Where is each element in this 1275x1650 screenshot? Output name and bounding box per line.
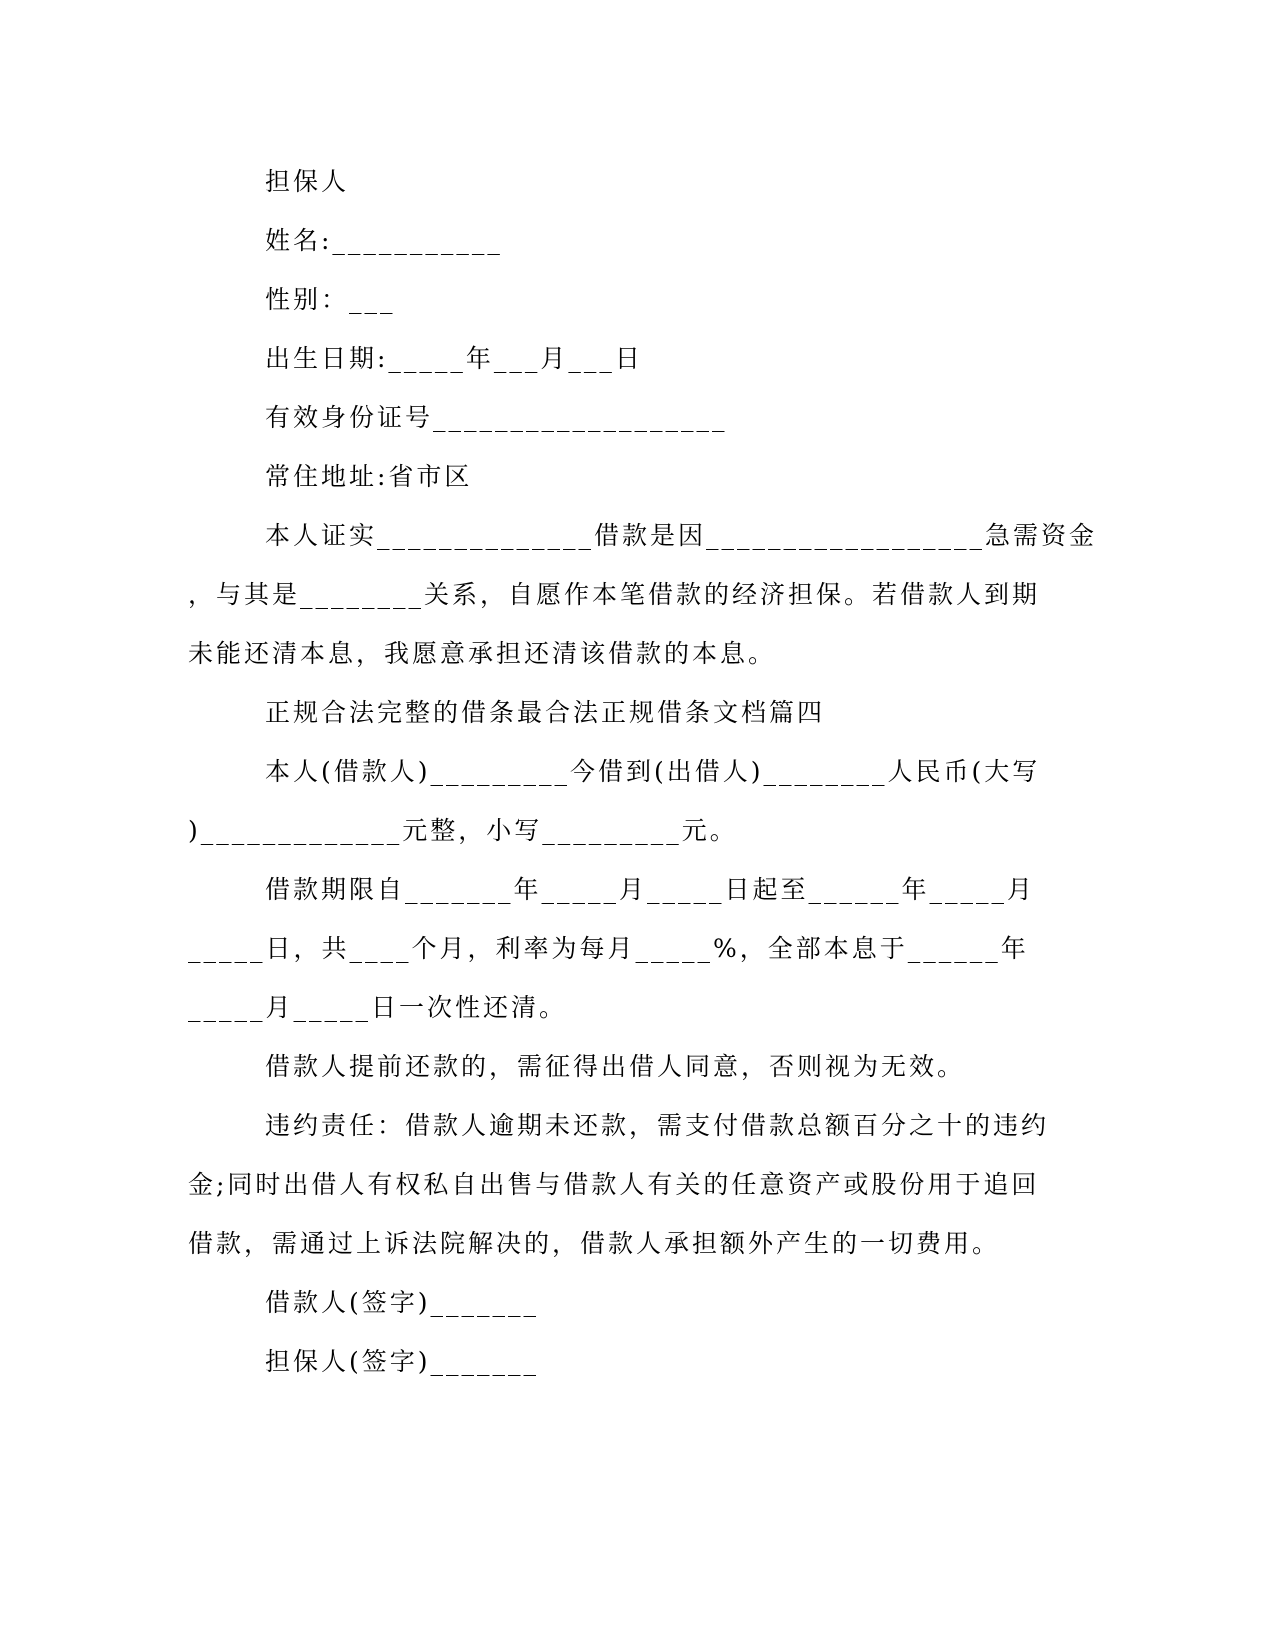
guarantor-heading: 担保人 (265, 167, 350, 196)
gender-field-line: 性别：___ (265, 285, 396, 314)
borrower-signature-line: 借款人(签字)_______ (265, 1288, 540, 1317)
loan-amount-line: )_____________元整，小写_________元。 (188, 816, 738, 845)
guarantor-signature-line: 担保人(签字)_______ (265, 1347, 540, 1376)
liability-clause-line: 借款，需通过上诉法院解决的，借款人承担额外产生的一切费用。 (188, 1229, 1001, 1258)
id-number-field-line: 有效身份证号___________________ (265, 403, 728, 432)
loan-term-line: 借款期限自_______年_____月_____日起至______年_____月 (265, 875, 1036, 904)
liability-clause-line: 金;同时出借人有权私自出售与借款人有关的任意资产或股份用于追回 (188, 1170, 1040, 1199)
guarantee-statement-line: ，与其是________关系，自愿作本笔借款的经济担保。若借款人到期 (188, 580, 1041, 609)
section-title: 正规合法完整的借条最合法正规借条文档篇四 (265, 698, 826, 727)
liability-clause-line: 违约责任：借款人逾期未还款，需支付借款总额百分之十的违约 (265, 1111, 1050, 1140)
loan-term-line: _____日，共____个月，利率为每月_____%，全部本息于______年 (188, 934, 1029, 963)
guarantee-statement-line: 未能还清本息，我愿意承担还清该借款的本息。 (188, 639, 777, 668)
loan-amount-line: 本人(借款人)_________今借到(出借人)________人民币(大写 (265, 757, 1041, 786)
loan-term-line: _____月_____日一次性还清。 (188, 993, 568, 1022)
birth-date-field-line: 出生日期:_____年___月___日 (265, 344, 643, 373)
name-field-line: 姓名:___________ (265, 226, 503, 255)
early-repayment-line: 借款人提前还款的，需征得出借人同意，否则视为无效。 (265, 1052, 966, 1081)
address-field-line: 常住地址:省市区 (265, 462, 473, 491)
guarantee-statement-line: 本人证实______________借款是因__________________急需资金 (265, 521, 1098, 550)
